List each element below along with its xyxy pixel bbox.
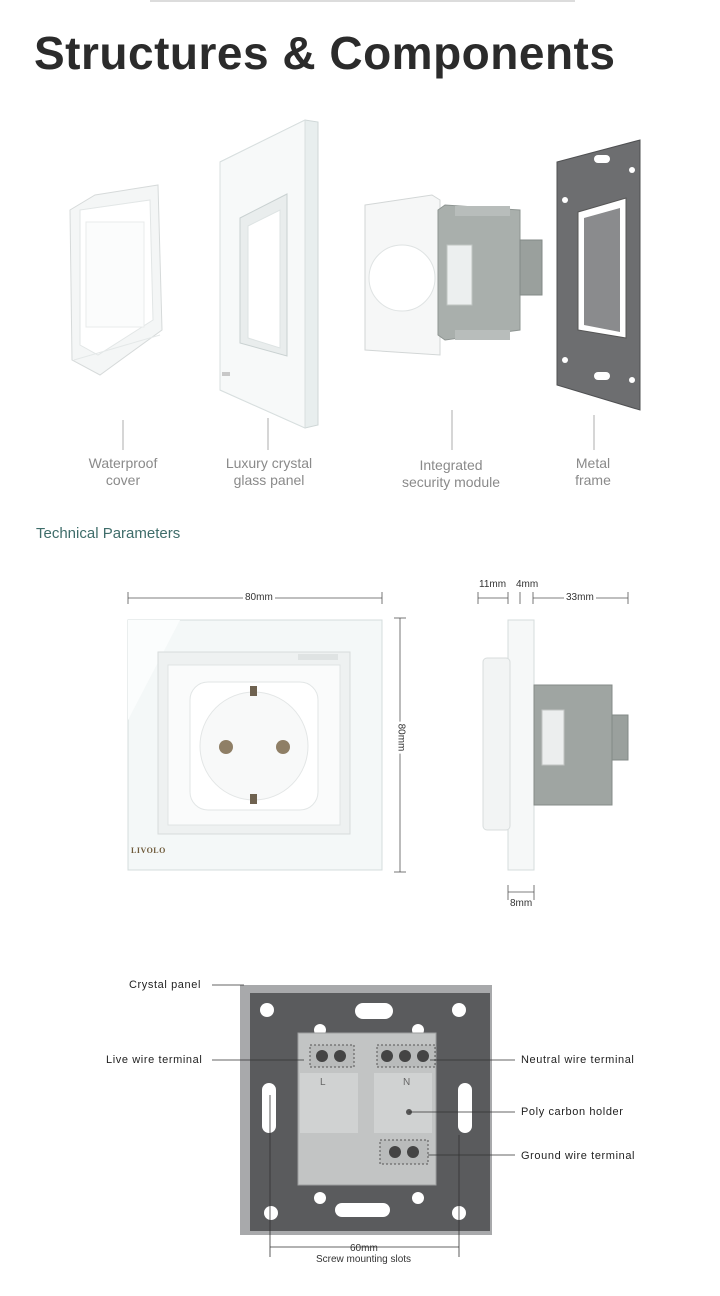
waterproof-cover-image (70, 185, 162, 375)
depth-back-dimension: 33mm (566, 592, 594, 603)
depth-glass-dimension: 4mm (516, 579, 539, 590)
caption-glass-panel: Luxury crystal glass panel (225, 455, 313, 488)
screw-mounting-slots-label: Screw mounting slots (316, 1254, 412, 1265)
label-poly-carbon-holder: Poly carbon holder (521, 1106, 624, 1118)
socket-front-view (128, 620, 382, 870)
technical-parameters-heading: Technical Parameters (36, 525, 181, 542)
height-dimension: 80mm (395, 723, 407, 752)
top-divider (150, 0, 575, 2)
technical-drawing (0, 570, 720, 920)
label-neutral-wire-terminal: Neutral wire terminal (521, 1054, 635, 1066)
depth-front-dimension: 11mm (479, 579, 507, 590)
back-view-drawing (0, 975, 720, 1275)
width-dimension: 80mm (245, 592, 273, 603)
brand-logo: LIVOLO (131, 846, 166, 855)
metal-frame-image (557, 140, 640, 410)
page-title: Structures & Components (34, 27, 616, 79)
terminal-n-marking: N (403, 1077, 411, 1088)
security-module-image (365, 195, 542, 355)
slot-distance-dimension: 60mm (350, 1243, 378, 1254)
caption-waterproof-cover: Waterproof cover (88, 455, 158, 488)
terminal-l-marking: L (320, 1077, 326, 1088)
label-ground-wire-terminal: Ground wire terminal (521, 1150, 636, 1162)
caption-security-module: Integrated security module (401, 457, 501, 490)
label-crystal-panel: Crystal panel (129, 979, 201, 991)
label-live-wire-terminal: Live wire terminal (106, 1054, 203, 1066)
socket-side-view (483, 620, 628, 870)
caption-metal-frame: Metal frame (575, 455, 611, 488)
socket-back-view (240, 985, 492, 1235)
components-illustration (0, 110, 720, 450)
panel-thickness-dimension: 8mm (510, 898, 533, 909)
glass-panel-image (220, 120, 318, 428)
